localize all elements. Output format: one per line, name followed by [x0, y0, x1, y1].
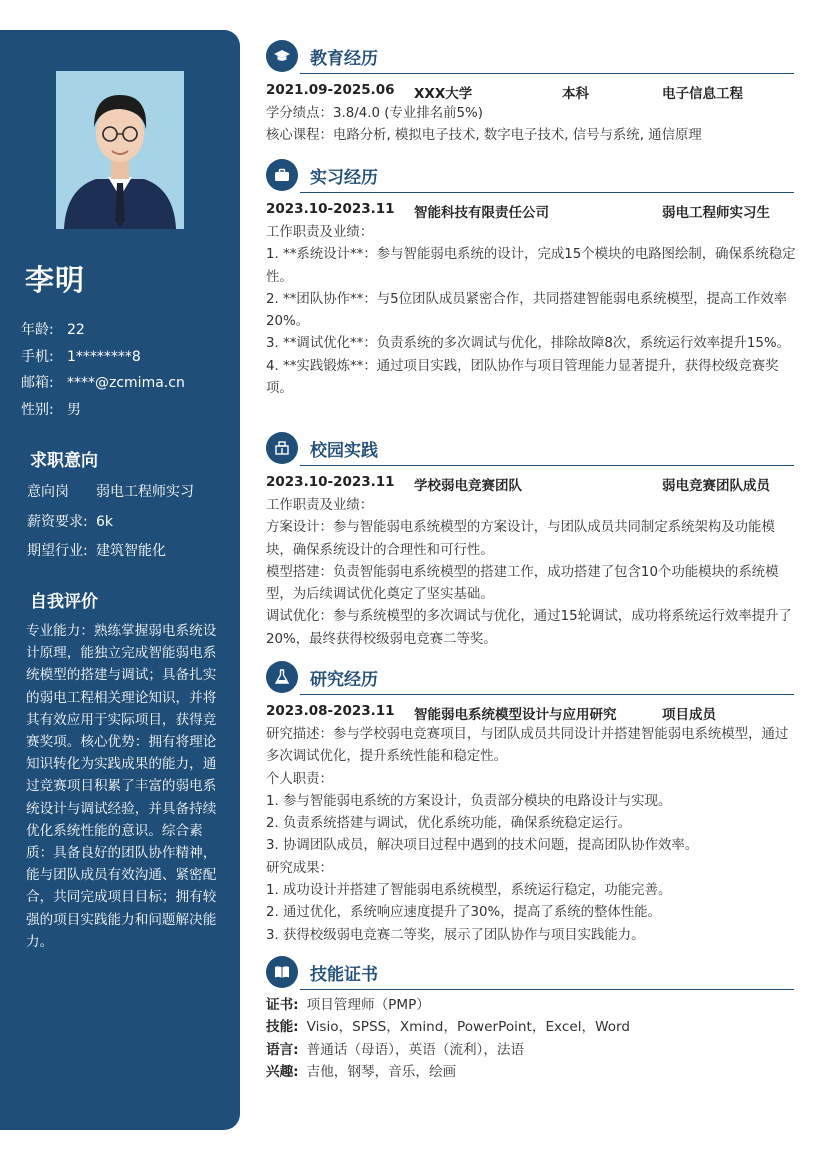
job-intent-list: [27, 482, 194, 571]
info-label: 邮箱:: [21, 375, 54, 391]
basic-info: [21, 320, 185, 426]
section-divider: [300, 192, 794, 194]
intent-value: 弱电工程师实习: [96, 484, 194, 500]
skill-label: 证书:: [266, 997, 299, 1013]
research-role: 项目成员: [662, 707, 716, 723]
skill-software: [266, 1016, 796, 1038]
skill-label: 技能:: [266, 1019, 299, 1036]
section-divider: [300, 73, 794, 75]
info-label: 手机:: [21, 348, 54, 365]
section-title: 校园实践: [310, 441, 378, 461]
education-school: XXX大学: [414, 86, 473, 102]
candidate-name: 李明: [25, 263, 86, 297]
research-line: 2. 通过优化，系统响应速度提升了30%，提高了系统的整体性能。: [266, 905, 661, 921]
campus-entry-header: [266, 474, 794, 494]
research-line: 个人职责：: [266, 771, 333, 787]
section-title: 技能证书: [310, 965, 378, 985]
flask-icon: [266, 661, 298, 693]
skill-interest: [266, 1061, 796, 1083]
section-divider: [300, 989, 794, 991]
section-education-header: [266, 40, 794, 74]
skill-label: 语言:: [266, 1041, 299, 1058]
info-value: 男: [67, 401, 81, 418]
skill-value: Visio，SPSS，Xmind，PowerPoint，Excel，Word: [306, 1019, 631, 1036]
intent-industry: [27, 541, 194, 571]
education-major: 电子信息工程: [662, 86, 743, 102]
internship-details: [266, 222, 796, 400]
internship-line: 1. **系统设计**：参与智能弱电系统的设计，完成15个模块的电路图绘制，确保系统稳定性。: [266, 247, 796, 285]
internship-period: 2023.10-2023.11: [266, 201, 395, 217]
campus-line: 调试优化：参与系统模型的多次调试与优化，通过15轮调试，成功将系统运行效率提升了20%，最终获得校级弱电竞赛二等奖。: [266, 609, 792, 647]
research-details: [266, 724, 796, 947]
book-icon: [266, 956, 298, 988]
section-title: 实习经历: [310, 168, 378, 188]
intent-label: 期望行业:: [27, 543, 88, 559]
internship-entry-header: [266, 201, 794, 221]
education-line: 学分绩点：3.8/4.0 (专业排名前5%): [266, 106, 483, 121]
team-icon: [266, 432, 298, 464]
research-line: 2. 负责系统搭建与调试，优化系统功能，确保系统稳定运行。: [266, 816, 632, 832]
section-title: 教育经历: [310, 49, 378, 69]
education-degree: 本科: [562, 86, 589, 102]
intent-label: 薪资要求:: [27, 513, 88, 530]
info-label: 年龄:: [21, 322, 54, 338]
briefcase-icon: [266, 159, 298, 191]
skill-value: 吉他，钢琴，音乐，绘画: [306, 1063, 457, 1080]
campus-org: 学校弱电竞赛团队: [414, 478, 522, 494]
info-label: 性别:: [21, 401, 54, 418]
section-title: 研究经历: [310, 670, 378, 690]
profile-photo: [56, 71, 184, 229]
skill-language: [266, 1039, 796, 1061]
intent-label: 意向岗: [27, 484, 69, 500]
info-gender: [21, 400, 185, 427]
education-entry-header: [266, 82, 794, 102]
internship-role: 弱电工程师实习生: [662, 205, 770, 221]
sidebar: [0, 30, 240, 1130]
intent-salary: [27, 512, 194, 542]
job-intent-title: 求职意向: [30, 451, 98, 471]
section-divider: [300, 465, 794, 467]
internship-line: 4. **实践锻炼**：通过项目实践，团队协作与项目管理能力显著提升，获得校级竞赛奖项。: [266, 358, 779, 397]
info-age: [21, 320, 185, 347]
skill-value: 项目管理师（PMP）: [306, 997, 430, 1013]
section-campus-header: [266, 432, 794, 466]
research-period: 2023.08-2023.11: [266, 703, 395, 719]
research-line: 研究成果：: [266, 860, 333, 876]
info-value: 1********8: [67, 348, 141, 365]
self-eval-title: 自我评价: [30, 592, 98, 612]
intent-value: 建筑智能化: [96, 543, 166, 559]
section-research-header: [266, 661, 794, 695]
info-phone: [21, 347, 185, 374]
campus-line: 工作职责及业绩：: [266, 498, 374, 513]
internship-line: 工作职责及业绩：: [266, 225, 374, 240]
intent-position: [27, 482, 194, 512]
info-value: ****@zcmima.cn: [67, 375, 185, 391]
skill-certificate: [266, 994, 796, 1016]
education-line: 核心课程：电路分析, 模拟电子技术, 数字电子技术, 信号与系统, 通信原理: [266, 128, 702, 144]
section-internship-header: [266, 159, 794, 193]
research-line: 3. 获得校级弱电竞赛二等奖，展示了团队协作与项目实践能力。: [266, 927, 645, 943]
campus-details: [266, 495, 796, 651]
research-line: 3. 协调团队成员，解决项目过程中遇到的技术问题，提高团队协作效率。: [266, 838, 699, 854]
campus-line: 模型搭建：负责智能弱电系统模型的搭建工作，成功搭建了包含10个功能模块的系统模型，为后续调试优化奠定了坚实基础。: [266, 564, 779, 603]
education-details: [266, 103, 796, 148]
research-line: 1. 成功设计并搭建了智能弱电系统模型，系统运行稳定，功能完善。: [266, 883, 672, 899]
section-skills-header: [266, 956, 794, 990]
skill-value: 普通话（母语），英语（流利），法语: [306, 1041, 525, 1058]
internship-line: 3. **调试优化**：负责系统的多次调试与优化，排除故障8次，系统运行效率提升15%。: [266, 336, 790, 352]
campus-line: 方案设计：参与智能弱电系统模型的方案设计，与团队成员共同制定系统架构及功能模块，确保系统设计的合理性和可行性。: [266, 520, 775, 558]
skill-label: 兴趣:: [266, 1063, 299, 1080]
info-email: [21, 373, 185, 400]
info-value: 22: [67, 322, 85, 338]
skills-list: [266, 994, 796, 1083]
campus-period: 2023.10-2023.11: [266, 474, 395, 490]
education-period: 2021.09-2025.06: [266, 82, 395, 98]
research-line: 研究描述：参与学校弱电竞赛项目，与团队成员共同设计并搭建智能弱电系统模型，通过多次调试优化，提升系统性能和稳定性。: [266, 727, 789, 765]
internship-company: 智能科技有限责任公司: [414, 205, 549, 221]
graduation-cap-icon: [266, 40, 298, 72]
campus-role: 弱电竞赛团队成员: [662, 478, 770, 494]
section-divider: [300, 694, 794, 696]
research-entry-header: [266, 703, 794, 723]
intent-value: 6k: [96, 513, 114, 530]
research-project: 智能弱电系统模型设计与应用研究: [414, 707, 617, 723]
internship-line: 2. **团队协作**：与5位团队成员紧密合作，共同搭建智能弱电系统模型，提高工作效率20%。: [266, 291, 788, 330]
research-line: 1. 参与智能弱电系统的方案设计，负责部分模块的电路设计与实现。: [266, 793, 672, 809]
self-eval-text: 专业能力：熟练掌握弱电系统设计原理，能独立完成智能弱电系统模型的搭建与调试；具备扎实的弱电工程相关理论知识，并将其有效应用于实际项目，获得竞赛奖项。核心优势：拥有将理论知识转化为实践成果的能力，通过竞赛项目积累了丰富的弱电系统设计与调试经验，并具备持续优化系统性能的意识。综合素质：具备良好的团队协作精神，能与团队成员有效沟通、紧密配合，共同完成项目目标；拥有较强的项目实践能力和问题解决能力。: [26, 623, 217, 950]
